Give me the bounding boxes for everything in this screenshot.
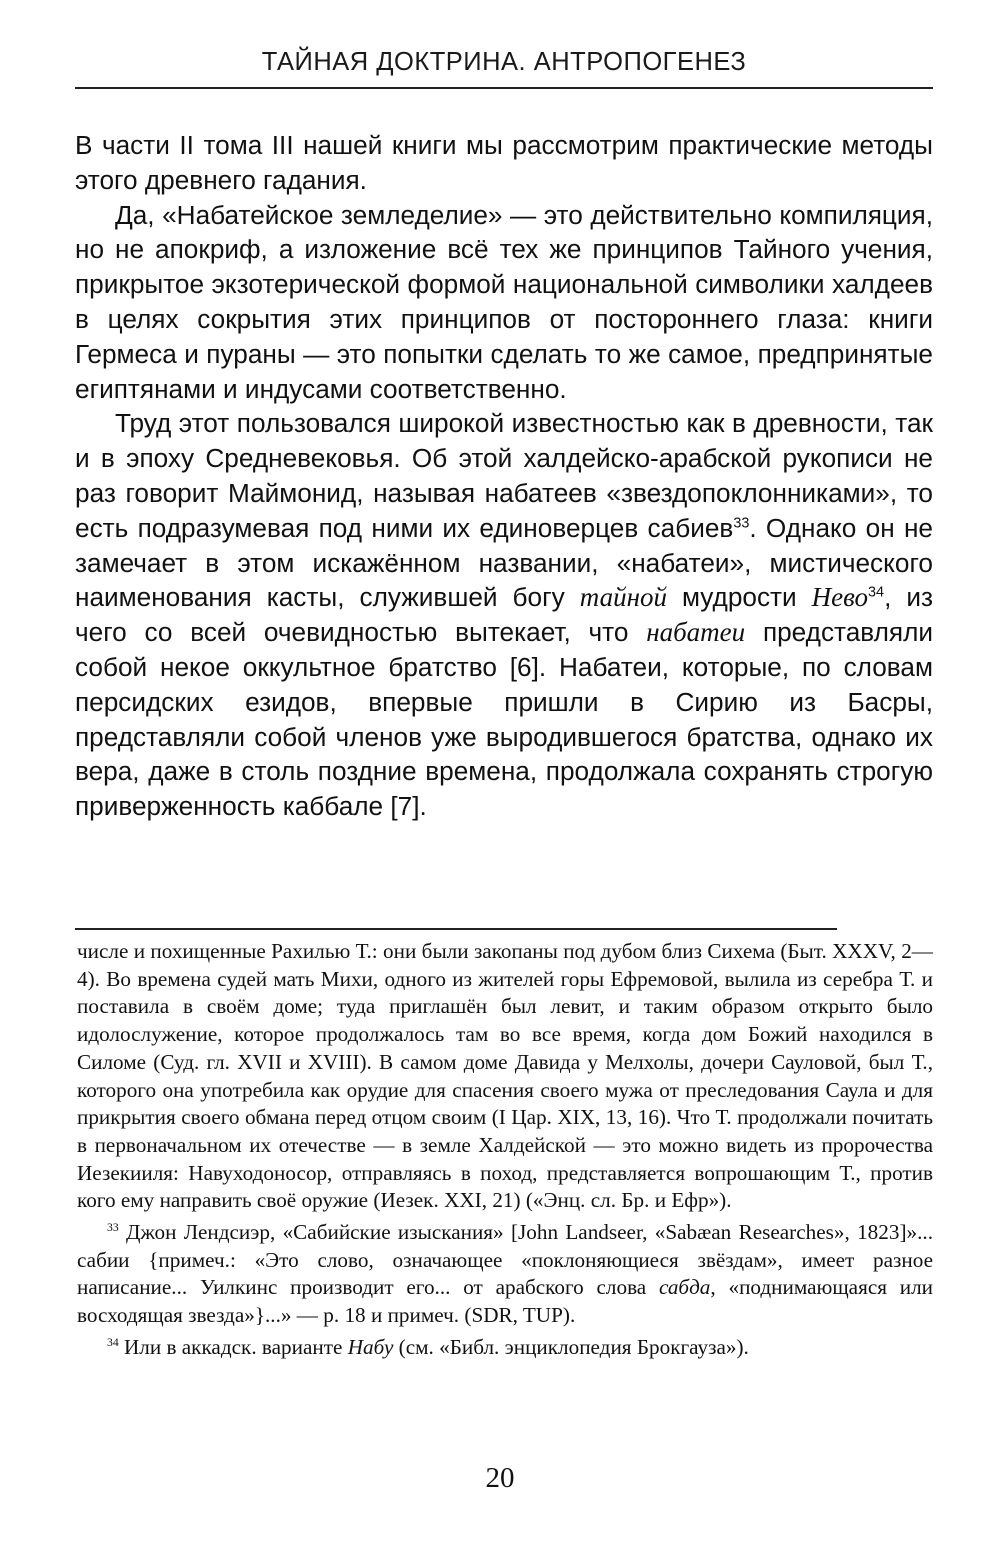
footnote-34 xyxy=(77,1334,933,1362)
footnote-33-text-2: , «поднимающаяся или восходящая звезда»}...» — р. 18 и примеч. (SDR, TUP). xyxy=(77,1275,933,1328)
paragraph-3-text-4: , из чего со всей очевидностью вытекает, что xyxy=(75,582,933,648)
running-header: ТАЙНАЯ ДОКТРИНА. АНТРОПОГЕНЕЗ xyxy=(261,48,747,76)
main-text xyxy=(75,128,933,824)
footnote-34-marker: 34 xyxy=(107,1335,119,1349)
page-number: 20 xyxy=(485,1462,515,1494)
paragraph-3-text-3: мудрости xyxy=(667,582,812,613)
footnotes xyxy=(77,938,933,1362)
paragraph-2: Да, «Набатейское земледелие» — это действительно компиляция, но не апокриф, а изложение всё тех же принципов Тайного учения, прикрытое экзотерической формой национальной символики халдеев в целях сокрытия этих принципов от постороннего глаза: книги Гермеса и пураны — это попытки сделать то же самое, предпринятые египтянами и индусами соответственно. xyxy=(75,199,933,404)
paragraph-3-text-5: представляли собой некое оккультное братство [6]. Набатеи, которые, по словам персидских езидов, впервые пришли в Сирию из Басры, представляли собой членов уже выродившегося братства, однако их вера, даже в столь поздние времена, продолжала сохранять строгую приверженность каббале [7]. xyxy=(75,617,933,822)
paragraph-3-text-2: . Однако он не замечает в этом искажённом названии, «набатеи», мистического наименования касты, служившей богу xyxy=(75,512,933,613)
footnote-ref-33: 33 xyxy=(733,515,750,532)
footnote-rule xyxy=(75,928,837,930)
footnote-34-italic: Набу xyxy=(347,1334,394,1359)
paragraph-1: В части II тома III нашей книги мы рассмотрим практические методы этого древнего гадания. xyxy=(75,130,933,195)
footnote-33 xyxy=(77,1219,933,1330)
footnote-33-italic: сабда xyxy=(658,1275,711,1300)
footnote-continued: числе и похищенные Рахилью Т.: они были закопаны под дубом близ Сихема (Быт. XXXV, 2—4). Во времена судей мать Михи, одного из жителей горы Ефремовой, вылила из серебра Т. и поставила в своём доме; туда приглашён был левит, и таким образом открыто было идолослужение, которое продолжалось там во все время, когда дом Божий находился в Силоме (Суд. гл. XVII и XVIII). В самом доме Давида у Мелхолы, дочери Сауловой, был Т., которого она употребила как орудие для спасения своего мужа от преследования Саула и для прикрытия своего обмана перед отцом своим (I Цар. XIX, 13, 16). Что Т. продолжали почитать в первоначальном их отечестве — в земле Халдейской — это можно видеть из пророчества Иезекииля: Навуходоносор, отправляясь в поход, представляется вопрошающим Т., против кого ему направить своё оружие (Иезек. XXI, 21) («Энц. сл. Бр. и Ефр»). xyxy=(77,939,933,1213)
footnote-ref-34: 34 xyxy=(868,584,885,601)
header-rule xyxy=(75,87,933,89)
italic-word-secret: тайной xyxy=(579,582,667,613)
paragraph-3-text-1: Труд этот пользовался широкой известностью как в древности, так и в эпоху Средневековья. Об этой халдейско-арабской рукописи не раз говорит Маймонид, называя набатеев «звездопоклонниками», то есть подразумевая под ними их единоверцев сабиев xyxy=(75,408,933,543)
footnote-33-text-1: Джон Лендсиэр, «Сабийские изыскания» [John Landseer, «Sabæan Researches», 1823]»... сабии {примеч.: «Это слово, означающее «поклоняющиеся звёздам», имеет разное написание... Уилкинс производит его... от арабского слова xyxy=(77,1220,933,1300)
footnote-34-text-2: (см. «Библ. энциклопедия Брокгауза»). xyxy=(393,1334,749,1359)
italic-word-nabatei: набатеи xyxy=(646,617,746,648)
footnote-33-marker: 33 xyxy=(107,1220,119,1234)
footnote-34-text-1: Или в аккадск. варианте xyxy=(118,1334,348,1359)
paragraph-3 xyxy=(75,406,933,824)
italic-word-nevo: Нево xyxy=(811,582,869,613)
